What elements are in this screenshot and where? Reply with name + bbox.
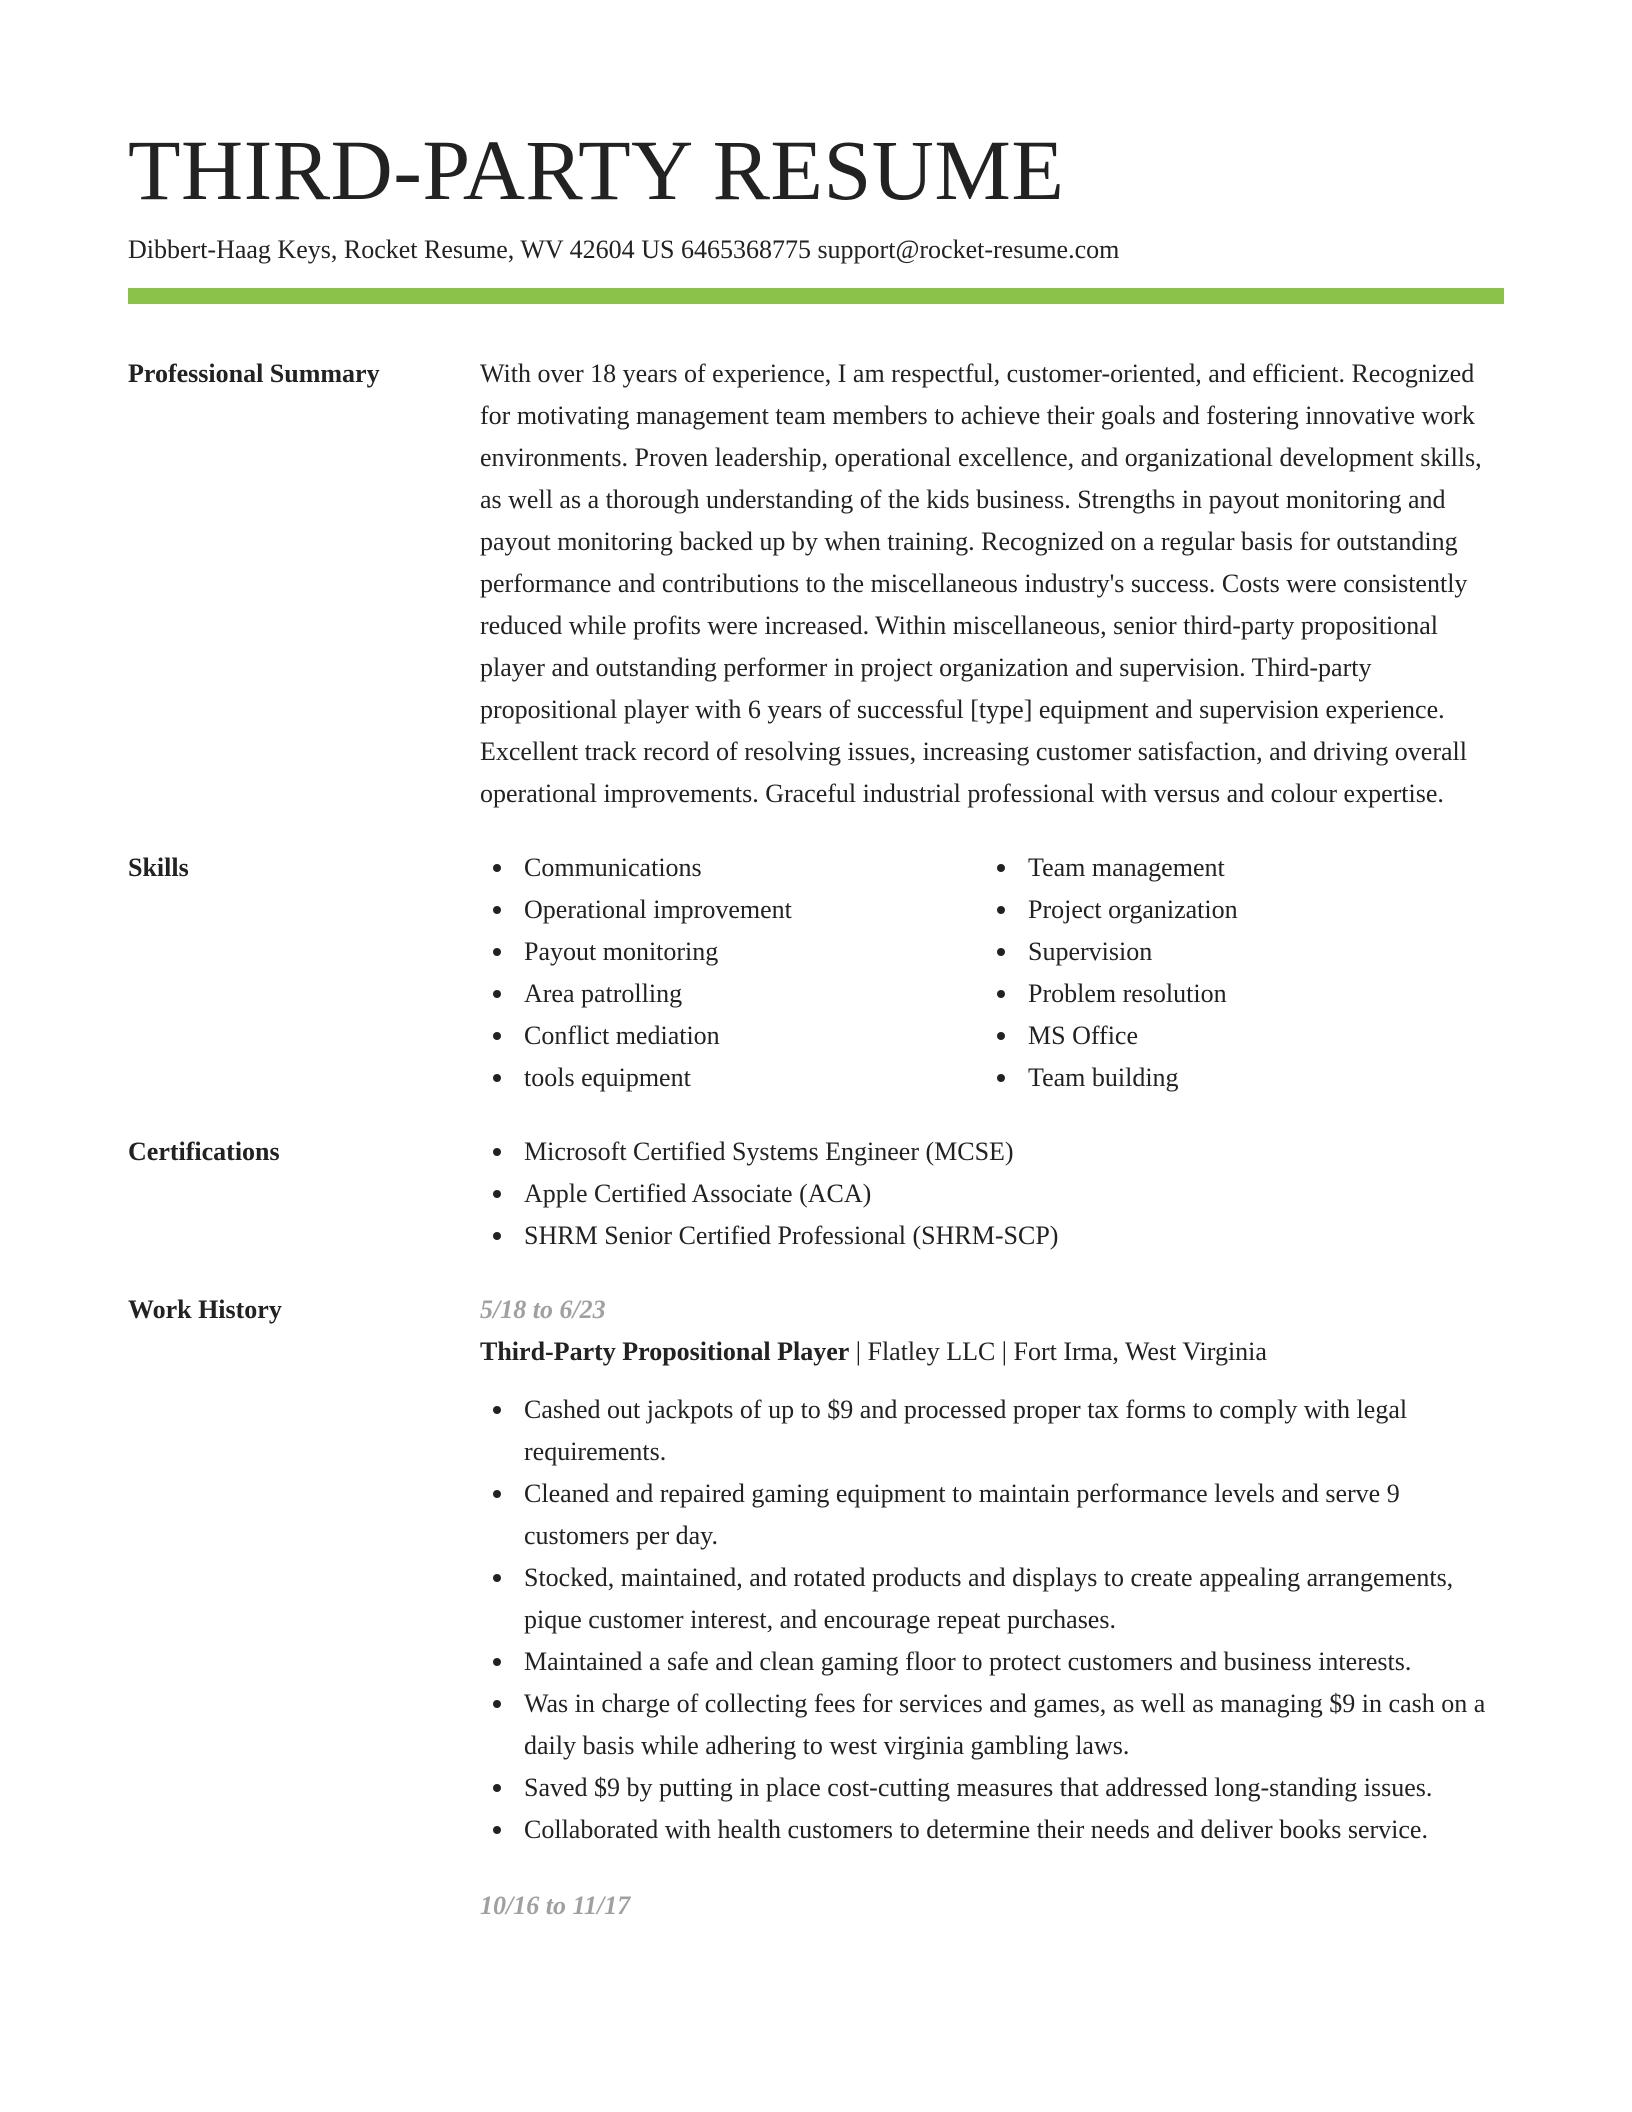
resume-title: THIRD-PARTY RESUME bbox=[128, 122, 1065, 218]
contact-line bbox=[128, 232, 1504, 268]
job-header bbox=[480, 1331, 1504, 1373]
summary-text: With over 18 years of experience, I am respectful, customer-oriented, and efficient. Recognized for motivating management team members to achieve their goals and fostering innovative work environments. Proven leadership, operational excellence, and organizational development skills, as well as a thorough understanding of the kids business. Strengths in payout monitoring and payout monitoring backed up by when training. Recognized on a regular basis for outstanding performance and contributions to the miscellaneous industry's success. Costs were consistently reduced while profits were increased. Within miscellaneous, senior third-party propositional player and outstanding performer in project organization and supervision. Third-party propositional player with 6 years of successful [type] equipment and supervision experience. Excellent track record of resolving issues, increasing customer satisfaction, and driving overall operational improvements. Graceful industrial professional with versus and colour expertise. bbox=[480, 359, 1482, 808]
job-bullet: Cleaned and repaired gaming equipment to maintain performance levels and serve 9 customers per day. bbox=[480, 1473, 1504, 1557]
certifications-list bbox=[480, 1131, 1504, 1257]
section-label-skills: Skills bbox=[128, 853, 189, 882]
certification-item: Microsoft Certified Systems Engineer (MCSE) bbox=[480, 1131, 1504, 1173]
job-dates: 10/16 to 11/17 bbox=[480, 1891, 631, 1920]
skill-item: Communications bbox=[480, 847, 984, 889]
section-label-work-history: Work History bbox=[128, 1295, 282, 1324]
skill-item: Payout monitoring bbox=[480, 931, 984, 973]
job-bullet: Maintained a safe and clean gaming floor to protect customers and business interests. bbox=[480, 1641, 1504, 1683]
skills-section bbox=[128, 847, 1504, 1099]
contact-street: Dibbert-Haag Keys, bbox=[128, 235, 338, 264]
accent-divider bbox=[128, 288, 1504, 304]
summary-body bbox=[480, 353, 1504, 815]
job-bullets bbox=[480, 1389, 1504, 1851]
job-bullet: Was in charge of collecting fees for services and games, as well as managing $9 in cash on a daily basis while adhering to west virginia gambling laws. bbox=[480, 1683, 1504, 1767]
work-history-section bbox=[128, 1289, 1504, 1927]
skills-list-left bbox=[480, 847, 984, 1099]
job-bullet: Stocked, maintained, and rotated products and displays to create appealing arrangements, pique customer interest, and encourage repeat purchases. bbox=[480, 1557, 1504, 1641]
contact-email: support@rocket-resume.com bbox=[817, 235, 1120, 264]
job-entry bbox=[480, 1289, 1504, 1851]
skills-grid bbox=[480, 847, 1504, 1099]
skill-item: Supervision bbox=[984, 931, 1504, 973]
skill-item: Problem resolution bbox=[984, 973, 1504, 1015]
resume-header bbox=[128, 0, 1504, 304]
work-history-body bbox=[480, 1289, 1504, 1927]
section-label-certifications: Certifications bbox=[128, 1137, 280, 1166]
certification-item: SHRM Senior Certified Professional (SHRM-SCP) bbox=[480, 1215, 1504, 1257]
job-bullet: Saved $9 by putting in place cost-cutting measures that addressed long-standing issues. bbox=[480, 1767, 1504, 1809]
contact-country: US bbox=[641, 235, 675, 264]
skill-item: MS Office bbox=[984, 1015, 1504, 1057]
job-entry bbox=[480, 1885, 1504, 1927]
section-label-summary: Professional Summary bbox=[128, 359, 380, 388]
certifications-body bbox=[480, 1131, 1504, 1257]
job-title: Third-Party Propositional Player bbox=[480, 1337, 850, 1366]
job-dates: 5/18 to 6/23 bbox=[480, 1295, 606, 1324]
skills-list-right bbox=[984, 847, 1504, 1099]
contact-phone: 6465368775 bbox=[680, 235, 811, 264]
skill-item: tools equipment bbox=[480, 1057, 984, 1099]
contact-city: Rocket Resume, bbox=[343, 235, 515, 264]
resume-page bbox=[128, 0, 1504, 1927]
skill-item: Project organization bbox=[984, 889, 1504, 931]
skill-item: Operational improvement bbox=[480, 889, 984, 931]
skill-item: Team management bbox=[984, 847, 1504, 889]
skill-item: Area patrolling bbox=[480, 973, 984, 1015]
professional-summary-section bbox=[128, 353, 1504, 815]
job-details: | Flatley LLC | Fort Irma, West Virginia bbox=[849, 1337, 1267, 1366]
skill-item: Conflict mediation bbox=[480, 1015, 984, 1057]
certification-item: Apple Certified Associate (ACA) bbox=[480, 1173, 1504, 1215]
certifications-section bbox=[128, 1131, 1504, 1257]
skill-item: Team building bbox=[984, 1057, 1504, 1099]
contact-state-zip: WV 42604 bbox=[520, 235, 635, 264]
job-bullet: Cashed out jackpots of up to $9 and processed proper tax forms to comply with legal requirements. bbox=[480, 1389, 1504, 1473]
job-bullet: Collaborated with health customers to determine their needs and deliver books service. bbox=[480, 1809, 1504, 1851]
